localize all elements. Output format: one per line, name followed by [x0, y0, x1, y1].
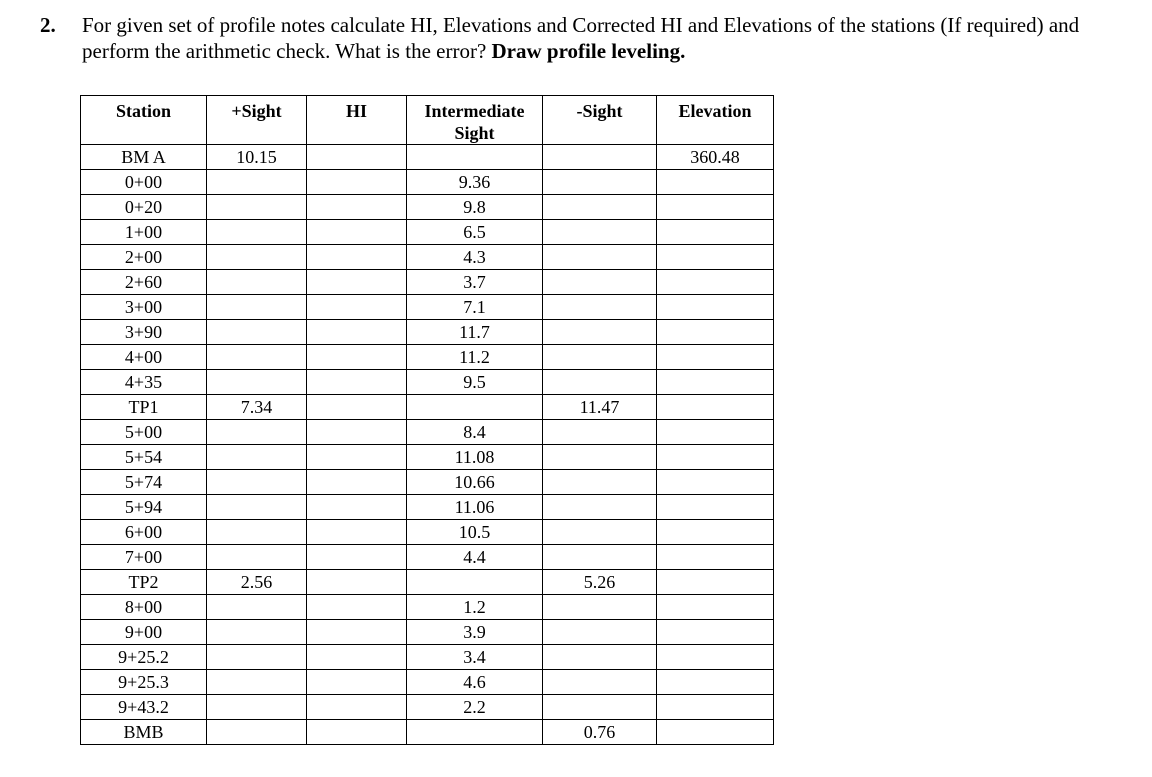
table-row — [81, 595, 774, 620]
cell-elevation — [657, 595, 774, 620]
cell-intermediate-sight: 11.08 — [407, 445, 543, 470]
table-row — [81, 345, 774, 370]
table-row — [81, 720, 774, 745]
table-row — [81, 570, 774, 595]
cell-elevation — [657, 720, 774, 745]
cell-elevation — [657, 195, 774, 220]
cell-elevation — [657, 545, 774, 570]
cell-minus-sight — [543, 520, 657, 545]
cell-elevation — [657, 520, 774, 545]
cell-plus-sight: 10.15 — [207, 145, 307, 170]
table-row — [81, 170, 774, 195]
cell-minus-sight — [543, 595, 657, 620]
cell-station: 6+00 — [81, 520, 207, 545]
cell-minus-sight — [543, 670, 657, 695]
cell-intermediate-sight: 6.5 — [407, 220, 543, 245]
cell-minus-sight — [543, 145, 657, 170]
cell-hi — [307, 195, 407, 220]
cell-station: 9+43.2 — [81, 695, 207, 720]
header-row — [81, 96, 774, 145]
cell-intermediate-sight: 9.5 — [407, 370, 543, 395]
cell-minus-sight: 0.76 — [543, 720, 657, 745]
cell-intermediate-sight — [407, 570, 543, 595]
cell-minus-sight — [543, 495, 657, 520]
header-station: Station — [81, 96, 207, 145]
cell-hi — [307, 370, 407, 395]
cell-intermediate-sight: 11.7 — [407, 320, 543, 345]
cell-hi — [307, 670, 407, 695]
cell-intermediate-sight: 1.2 — [407, 595, 543, 620]
cell-station: BMB — [81, 720, 207, 745]
cell-hi — [307, 145, 407, 170]
table-header — [81, 96, 774, 145]
table-row — [81, 320, 774, 345]
cell-station: 5+74 — [81, 470, 207, 495]
cell-minus-sight — [543, 370, 657, 395]
cell-minus-sight: 5.26 — [543, 570, 657, 595]
cell-station: TP2 — [81, 570, 207, 595]
cell-plus-sight: 7.34 — [207, 395, 307, 420]
cell-minus-sight — [543, 420, 657, 445]
cell-intermediate-sight — [407, 720, 543, 745]
cell-hi — [307, 270, 407, 295]
cell-elevation — [657, 620, 774, 645]
table-row — [81, 470, 774, 495]
cell-minus-sight — [543, 620, 657, 645]
cell-plus-sight — [207, 470, 307, 495]
cell-minus-sight: 11.47 — [543, 395, 657, 420]
cell-station: BM A — [81, 145, 207, 170]
table-row — [81, 695, 774, 720]
cell-minus-sight — [543, 470, 657, 495]
cell-plus-sight — [207, 495, 307, 520]
cell-hi — [307, 545, 407, 570]
cell-elevation — [657, 695, 774, 720]
cell-hi — [307, 695, 407, 720]
cell-hi — [307, 595, 407, 620]
cell-elevation — [657, 220, 774, 245]
question-emphasis: Draw profile leveling. — [491, 39, 686, 63]
cell-intermediate-sight — [407, 145, 543, 170]
cell-minus-sight — [543, 170, 657, 195]
cell-intermediate-sight: 4.6 — [407, 670, 543, 695]
cell-station: 3+90 — [81, 320, 207, 345]
cell-plus-sight — [207, 520, 307, 545]
cell-plus-sight — [207, 170, 307, 195]
cell-station: 0+00 — [81, 170, 207, 195]
cell-intermediate-sight: 4.4 — [407, 545, 543, 570]
cell-minus-sight — [543, 695, 657, 720]
header-intermediate-sight: Intermediate Sight — [407, 96, 543, 145]
cell-elevation — [657, 170, 774, 195]
cell-minus-sight — [543, 270, 657, 295]
cell-hi — [307, 445, 407, 470]
cell-elevation — [657, 370, 774, 395]
cell-station: 2+00 — [81, 245, 207, 270]
cell-station: 9+00 — [81, 620, 207, 645]
question — [40, 12, 1120, 64]
cell-station: 0+20 — [81, 195, 207, 220]
cell-intermediate-sight: 11.2 — [407, 345, 543, 370]
cell-station: 7+00 — [81, 545, 207, 570]
cell-intermediate-sight: 7.1 — [407, 295, 543, 320]
cell-station: 4+00 — [81, 345, 207, 370]
cell-hi — [307, 395, 407, 420]
cell-hi — [307, 495, 407, 520]
cell-minus-sight — [543, 445, 657, 470]
header-plus-sight: +Sight — [207, 96, 307, 145]
table-row — [81, 270, 774, 295]
cell-station: 2+60 — [81, 270, 207, 295]
cell-plus-sight — [207, 195, 307, 220]
cell-hi — [307, 470, 407, 495]
cell-station: 4+35 — [81, 370, 207, 395]
cell-plus-sight — [207, 445, 307, 470]
cell-intermediate-sight: 2.2 — [407, 695, 543, 720]
cell-plus-sight — [207, 320, 307, 345]
cell-hi — [307, 345, 407, 370]
cell-station: 5+54 — [81, 445, 207, 470]
cell-intermediate-sight: 8.4 — [407, 420, 543, 445]
cell-station: TP1 — [81, 395, 207, 420]
cell-intermediate-sight: 10.5 — [407, 520, 543, 545]
cell-minus-sight — [543, 295, 657, 320]
cell-plus-sight — [207, 720, 307, 745]
cell-station: 9+25.3 — [81, 670, 207, 695]
table-row — [81, 420, 774, 445]
cell-elevation — [657, 570, 774, 595]
cell-plus-sight — [207, 545, 307, 570]
cell-station: 9+25.2 — [81, 645, 207, 670]
cell-intermediate-sight: 3.4 — [407, 645, 543, 670]
cell-elevation — [657, 420, 774, 445]
table-row — [81, 645, 774, 670]
header-hi: HI — [307, 96, 407, 145]
cell-intermediate-sight: 10.66 — [407, 470, 543, 495]
cell-station: 5+94 — [81, 495, 207, 520]
cell-station: 8+00 — [81, 595, 207, 620]
question-number: 2. — [40, 13, 56, 37]
cell-hi — [307, 570, 407, 595]
cell-plus-sight — [207, 595, 307, 620]
cell-plus-sight — [207, 295, 307, 320]
cell-hi — [307, 520, 407, 545]
cell-plus-sight — [207, 645, 307, 670]
header-elevation: Elevation — [657, 96, 774, 145]
cell-elevation — [657, 320, 774, 345]
table-row — [81, 395, 774, 420]
cell-minus-sight — [543, 195, 657, 220]
cell-hi — [307, 170, 407, 195]
cell-station: 3+00 — [81, 295, 207, 320]
cell-hi — [307, 720, 407, 745]
cell-plus-sight — [207, 620, 307, 645]
table-row — [81, 195, 774, 220]
cell-elevation — [657, 245, 774, 270]
cell-intermediate-sight: 3.9 — [407, 620, 543, 645]
cell-elevation — [657, 470, 774, 495]
cell-intermediate-sight: 9.8 — [407, 195, 543, 220]
profile-notes-table — [80, 95, 774, 745]
cell-plus-sight: 2.56 — [207, 570, 307, 595]
cell-minus-sight — [543, 245, 657, 270]
cell-elevation — [657, 495, 774, 520]
cell-intermediate-sight: 9.36 — [407, 170, 543, 195]
cell-elevation — [657, 295, 774, 320]
cell-hi — [307, 420, 407, 445]
table-row — [81, 620, 774, 645]
table-body — [81, 145, 774, 745]
cell-hi — [307, 245, 407, 270]
cell-plus-sight — [207, 370, 307, 395]
table-row — [81, 495, 774, 520]
table-row — [81, 670, 774, 695]
cell-elevation — [657, 670, 774, 695]
table-row — [81, 445, 774, 470]
cell-elevation — [657, 345, 774, 370]
cell-plus-sight — [207, 270, 307, 295]
table-row — [81, 245, 774, 270]
cell-station: 5+00 — [81, 420, 207, 445]
table-row — [81, 370, 774, 395]
cell-hi — [307, 220, 407, 245]
table-row — [81, 520, 774, 545]
cell-intermediate-sight: 4.3 — [407, 245, 543, 270]
cell-station: 1+00 — [81, 220, 207, 245]
cell-hi — [307, 295, 407, 320]
cell-hi — [307, 620, 407, 645]
cell-elevation — [657, 645, 774, 670]
cell-plus-sight — [207, 345, 307, 370]
question-text — [82, 12, 1120, 64]
table-row — [81, 545, 774, 570]
cell-plus-sight — [207, 670, 307, 695]
cell-elevation — [657, 395, 774, 420]
cell-hi — [307, 320, 407, 345]
cell-elevation — [657, 445, 774, 470]
cell-elevation: 360.48 — [657, 145, 774, 170]
cell-minus-sight — [543, 345, 657, 370]
cell-intermediate-sight — [407, 395, 543, 420]
cell-minus-sight — [543, 645, 657, 670]
table-row — [81, 145, 774, 170]
cell-elevation — [657, 270, 774, 295]
cell-plus-sight — [207, 220, 307, 245]
cell-minus-sight — [543, 545, 657, 570]
header-minus-sight: -Sight — [543, 96, 657, 145]
table-row — [81, 220, 774, 245]
cell-plus-sight — [207, 695, 307, 720]
cell-minus-sight — [543, 320, 657, 345]
cell-plus-sight — [207, 420, 307, 445]
cell-hi — [307, 645, 407, 670]
question-body: For given set of profile notes calculate HI, Elevations and Corrected HI and Elevations of the stations (If required) and perform the arithmetic check. What is the error? — [82, 13, 1080, 63]
cell-intermediate-sight: 11.06 — [407, 495, 543, 520]
cell-minus-sight — [543, 220, 657, 245]
cell-plus-sight — [207, 245, 307, 270]
table-row — [81, 295, 774, 320]
cell-intermediate-sight: 3.7 — [407, 270, 543, 295]
